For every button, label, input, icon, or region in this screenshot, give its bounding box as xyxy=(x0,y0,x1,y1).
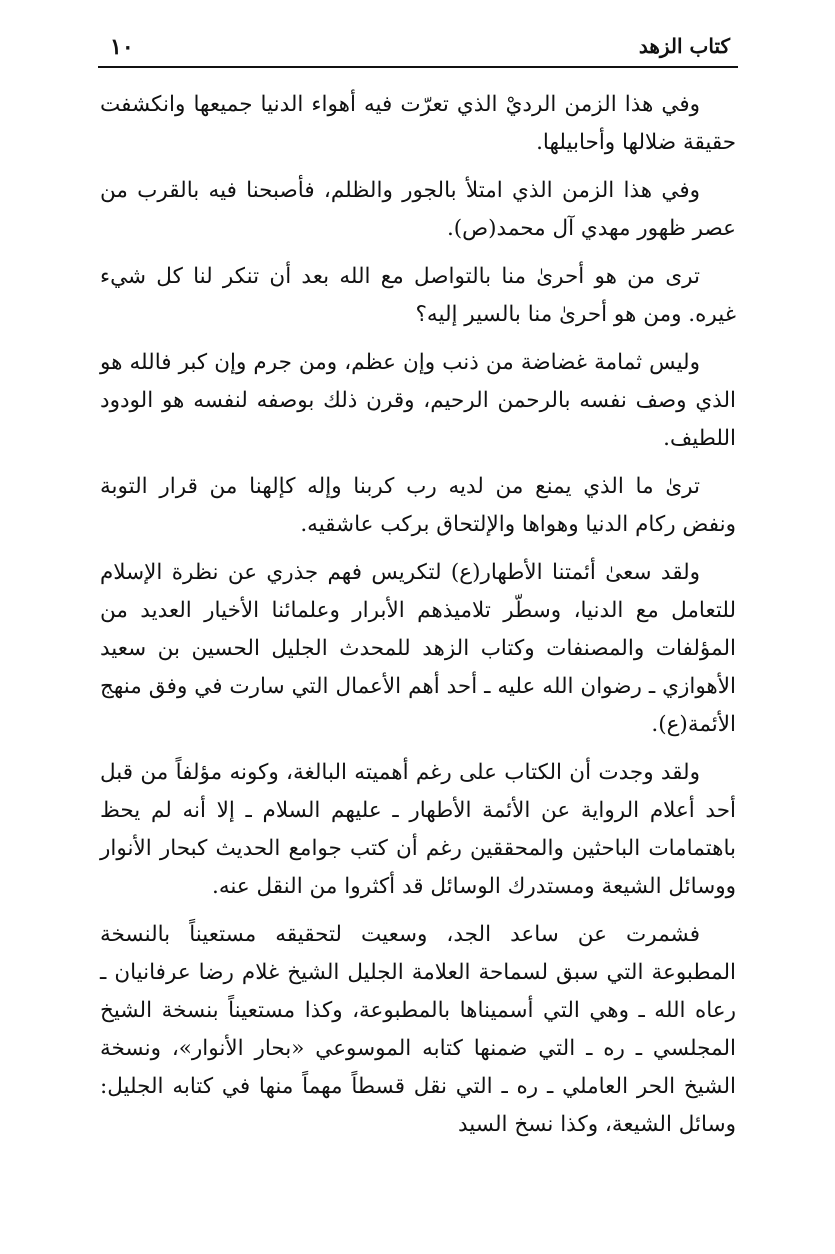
paragraph-4: وليس ثمامة غضاضة من ذنب وإن عظم، ومن جرم وإن كبر فالله هو الذي وصف نفسه بالرحمن الرحيم، وقرن ذلك بوصفه لنفسه هو الودود اللطيف. xyxy=(100,350,736,451)
page-number: ١٠ xyxy=(110,34,134,60)
running-header xyxy=(98,30,738,68)
body-text xyxy=(100,86,736,1154)
paragraph-8: فشمرت عن ساعد الجد، وسعيت لتحقيقه مستعيناً بالنسخة المطبوعة التي سبق لسماحة العلامة الجليل الشيخ غلام رضا عرفانيان ـ رعاه الله ـ وهي التي أسميناها بالمطبوعة، وكذا مستعيناً بنسخة الشيخ المجلسي ـ ره ـ التي ضمنها كتابه الموسوعي «بحار الأنوار»، ونسخة الشيخ الحر العاملي ـ ره ـ التي نقل قسطاً مهماً منها في كتابه الجليل: وسائل الشيعة، وكذا نسخ السيد xyxy=(100,922,736,1137)
paragraph-2: وفي هذا الزمن الذي امتلأ بالجور والظلم، فأصبحنا فيه بالقرب من عصر ظهور مهدي آل محمد(ص). xyxy=(100,178,736,241)
paragraph-1: وفي هذا الزمن الرديْ الذي تعرّت فيه أهواء الدنيا جميعها وانكشفت حقيقة ضلالها وأحابيلها. xyxy=(100,92,736,155)
running-title: كتاب الزهد xyxy=(638,34,730,58)
paragraph-7: ولقد وجدت أن الكتاب على رغم أهميته البالغة، وكونه مؤلفاً من قبل أحد أعلام الرواية عن الأئمة الأطهار ـ عليهم السلام ـ إلا أنه لم يحظ باهتمامات الباحثين والمحققين رغم أن كتب جوامع الحديث كبحار الأنوار ووسائل الشيعة ومستدرك الوسائل قد أكثروا من النقل عنه. xyxy=(100,760,736,899)
paragraph-5: ترىٰ ما الذي يمنع من لديه رب كربنا وإله كإلهنا من قرار التوبة ونفض ركام الدنيا وهواها والإلتحاق بركب عاشقيه. xyxy=(100,474,736,537)
paragraph-3: ترى من هو أحرىٰ منا بالتواصل مع الله بعد أن تنكر لنا كل شيء غيره. ومن هو أحرىٰ منا بالسير إليه؟ xyxy=(100,264,736,327)
paragraph-6: ولقد سعىٰ أئمتنا الأطهار(ع) لتكريس فهم جذري عن نظرة الإسلام للتعامل مع الدنيا، وسطّر تلاميذهم الأبرار وعلمائنا الأخيار العديد من المؤلفات والمصنفات وكتاب الزهد للمحدث الجليل الحسين بن سعيد الأهوازي ـ رضوان الله عليه ـ أحد أهم الأعمال التي سارت في وفق منهج الأئمة(ع). xyxy=(100,560,736,737)
